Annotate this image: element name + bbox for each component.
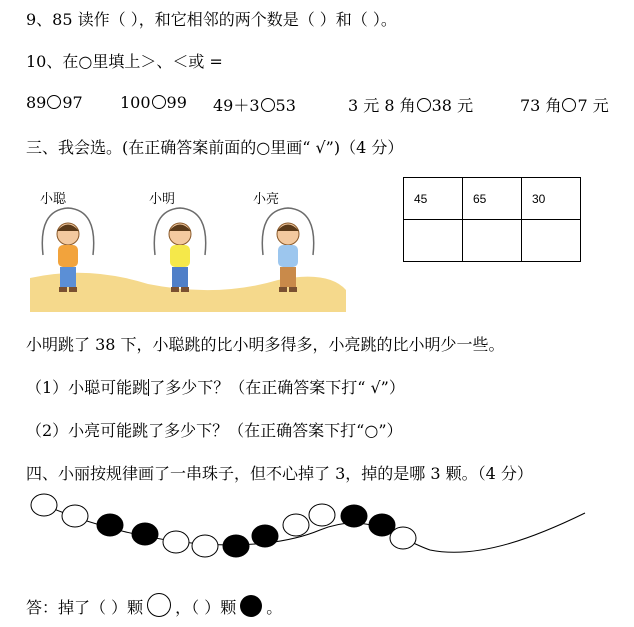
blank-circle-icon[interactable]	[152, 95, 166, 109]
kid-label-xiaoliang: 小亮	[253, 192, 280, 207]
answer-prefix: 答：掉了（ ）颗	[26, 598, 144, 617]
blank-circle-icon[interactable]	[261, 98, 275, 112]
sub-question-2: （2）小亮可能跳了多少下？（在正确答案下打“○”）	[26, 421, 403, 440]
white-bead	[31, 494, 57, 516]
compare-left: 89	[26, 93, 47, 112]
kid-label-xiaocong: 小聪	[40, 192, 67, 207]
compare-left: 73 角	[520, 96, 562, 115]
blank-circle-icon[interactable]	[47, 95, 61, 109]
white-bead	[163, 531, 189, 553]
compare-right: 38 元	[431, 96, 474, 115]
blank-circle-icon[interactable]	[417, 98, 431, 112]
white-bead	[309, 504, 335, 526]
answer-middle: （ ）颗	[191, 598, 237, 617]
black-bead	[341, 505, 367, 527]
compare-item	[213, 93, 296, 116]
white-bead	[283, 514, 309, 536]
question-10-title: 10、在○里填上＞、＜或 =	[26, 52, 223, 71]
sub-question-1	[26, 375, 405, 398]
answer-line	[26, 593, 282, 618]
jump-rope-illustration	[28, 200, 358, 315]
compare-item	[348, 93, 473, 116]
black-bead	[223, 535, 249, 557]
white-bead	[192, 535, 218, 557]
black-bead-icon	[240, 595, 262, 617]
compare-right: 53	[275, 96, 296, 115]
table-row	[404, 220, 581, 262]
kid-label-xiaoming: 小明	[149, 192, 176, 207]
sub-question-1-after: 了多少下？（在正确答案下打“ √”）	[149, 378, 405, 397]
table-cell: 65	[463, 178, 522, 220]
table-row	[404, 178, 581, 220]
answer-suffix: 。	[266, 598, 283, 617]
black-bead	[132, 523, 158, 545]
white-bead	[62, 505, 88, 527]
compare-right: 7 元	[577, 96, 609, 115]
table-cell: 30	[522, 178, 581, 220]
bead-string	[0, 480, 634, 560]
answer-cell[interactable]	[522, 220, 581, 262]
compare-item	[26, 93, 83, 112]
story-text: 小明跳了 38 下，小聪跳的比小明多得多，小亮跳的比小明少一些。	[26, 335, 505, 354]
section-3-title: 三、我会选。(在正确答案前面的○里画“ √”)（4 分）	[26, 138, 404, 157]
question-9: 9、85 读作（ ），和它相邻的两个数是（ ）和（ ）。	[26, 10, 397, 29]
kid-figure	[154, 208, 205, 292]
black-bead	[252, 525, 278, 547]
compare-left: 100	[120, 93, 151, 112]
sub-question-1-before: （1）小聪可能跳	[26, 378, 149, 397]
white-bead	[390, 527, 416, 549]
compare-right: 97	[62, 93, 83, 112]
white-bead-icon	[147, 593, 171, 617]
section-4-title: 四、小丽按规律画了一串珠子，但不心掉了 3，掉的是哪 3 颗。（4 分）	[26, 464, 533, 483]
answer-choice-table	[403, 177, 581, 262]
compare-left: 49＋3	[213, 96, 260, 115]
compare-item	[120, 93, 187, 112]
table-cell: 45	[404, 178, 463, 220]
compare-left: 3 元 8 角	[348, 96, 416, 115]
compare-right: 99	[166, 93, 187, 112]
black-bead	[97, 514, 123, 536]
answer-cell[interactable]	[404, 220, 463, 262]
answer-separator: ，	[175, 598, 192, 617]
compare-item	[520, 93, 609, 116]
answer-cell[interactable]	[463, 220, 522, 262]
blank-circle-icon[interactable]	[562, 98, 576, 112]
